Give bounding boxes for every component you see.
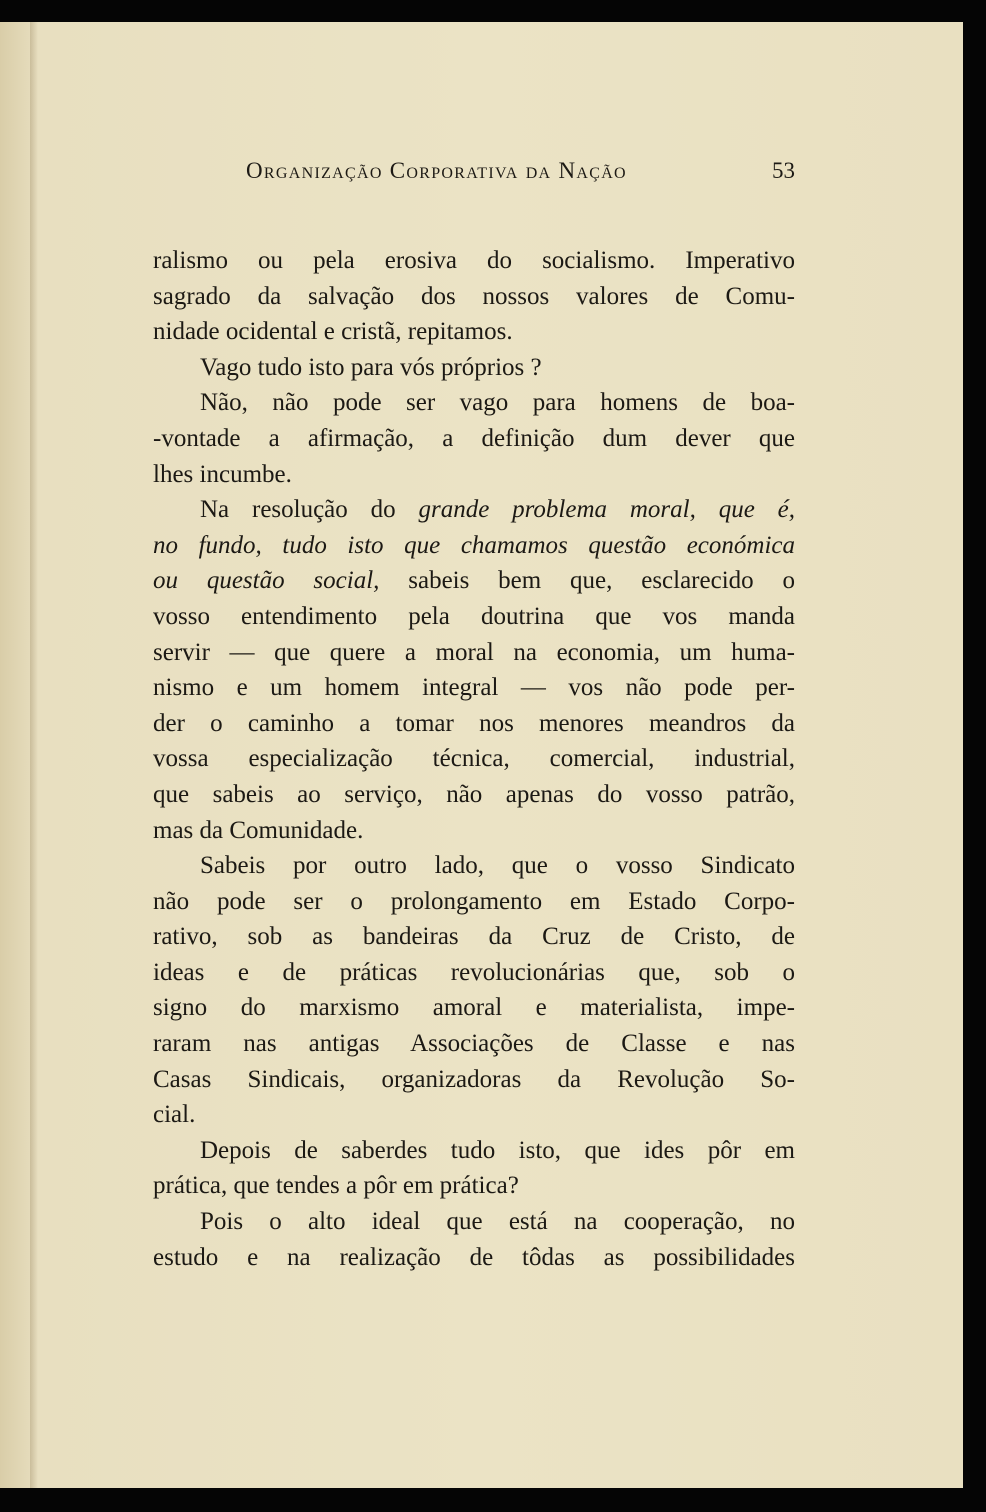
text-line: vosso entendimento pela doutrina que vos manda	[153, 602, 795, 630]
text-line: Vago tudo isto para vós próprios ?	[200, 353, 542, 381]
running-title: Organização Corporativa da Nação	[246, 158, 627, 183]
text-line-italic	[153, 528, 795, 564]
text-line: ideas e de práticas revolucionárias que, sob o	[153, 958, 795, 986]
text-line: signo do marxismo amoral e materialista, impe-	[153, 994, 795, 1022]
text-line: Sabeis por outro lado, que o vosso Sindicato	[200, 852, 795, 880]
page-gutter	[30, 22, 38, 1488]
text-line: mas da Comunidade.	[153, 816, 364, 844]
text-line: nismo e um homem integral — vos não pode per-	[153, 674, 795, 702]
text-line: não pode ser o prolongamento em Estado Corpo-	[153, 887, 795, 915]
text-line-mixed	[153, 492, 795, 528]
text-line: raram nas antigas Associações de Classe e nas	[153, 1030, 795, 1058]
text-line: prática, que tendes a pôr em prática?	[153, 1172, 519, 1200]
text-line: nidade ocidental e cristã, repitamos.	[153, 318, 513, 346]
text-line: cial.	[153, 1101, 196, 1129]
text-line: der o caminho a tomar nos menores meandros da	[153, 709, 795, 737]
text-line-mixed	[153, 563, 795, 599]
italic-run: grande problema moral, que é,	[418, 496, 795, 524]
text-line: lhes incumbe.	[153, 460, 292, 488]
page-number: 53	[772, 158, 795, 183]
text-line: que sabeis ao serviço, não apenas do vosso patrão,	[153, 780, 795, 808]
italic-run: no fundo, tudo isto que chamamos questão económica	[153, 531, 795, 559]
italic-run: ou questão social,	[153, 567, 380, 595]
text-line: ralismo ou pela erosiva do socialismo. Imperativo	[153, 247, 795, 274]
text-run: Na resolução do	[200, 496, 419, 524]
text-line: Casas Sindicais, organizadoras da Revolução So-	[153, 1065, 795, 1093]
page-header	[153, 158, 795, 192]
text-line: vossa especialização técnica, comercial, industrial,	[153, 745, 795, 773]
text-line: Pois o alto ideal que está na cooperação, no	[200, 1208, 795, 1236]
text-line: servir — que quere a moral na economia, um huma-	[153, 638, 795, 666]
text-line: -vontade a afirmação, a definição dum dever que	[153, 424, 795, 452]
text-line: estudo e na realização de tôdas as possibilidades	[153, 1243, 795, 1271]
text-line: Não, não pode ser vago para homens de boa-	[200, 389, 795, 417]
book-page	[0, 22, 963, 1488]
body-text	[153, 243, 795, 1275]
text-line: rativo, sob as bandeiras da Cruz de Cristo, de	[153, 923, 795, 951]
text-line: sagrado da salvação dos nossos valores de Comu-	[153, 282, 795, 310]
text-line: Depois de saberdes tudo isto, que ides pôr em	[200, 1136, 795, 1164]
text-run: sabeis bem que, esclarecido o	[379, 567, 795, 595]
